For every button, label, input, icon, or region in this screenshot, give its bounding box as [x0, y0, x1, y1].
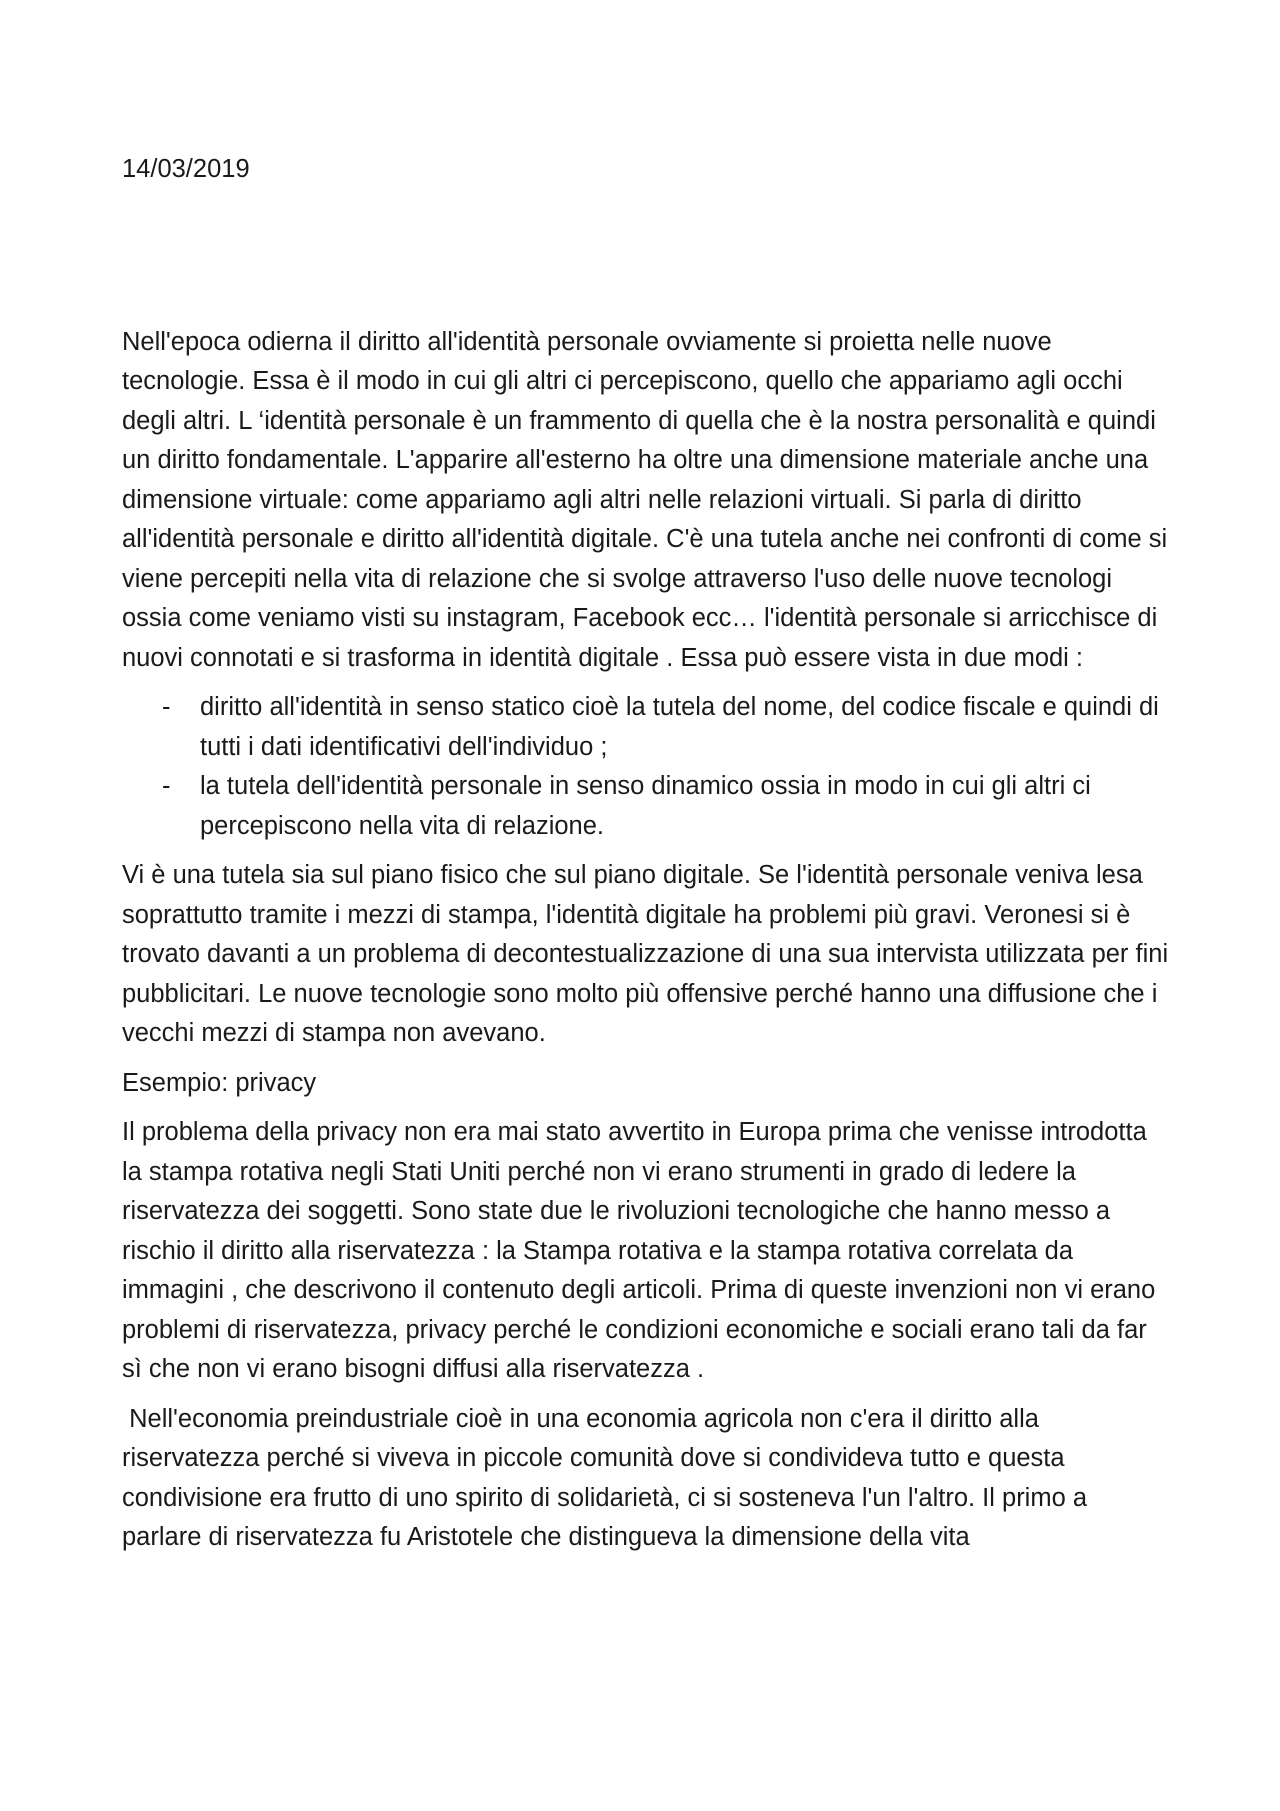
list-item — [122, 688, 1172, 767]
paragraph-privacy-history: Il problema della privacy non era mai stato avvertito in Europa prima che venisse introdotta la stampa rotativa negli Stati Uniti perché non vi erano strumenti in grado di ledere la riservatezza dei soggetti. Sono state due le rivoluzioni tecnologiche che hanno messo a rischio il diritto alla riservatezza : la Stampa rotativa e la stampa rotativa correlata da immagini , che descrivono il contenuto degli articoli. Prima di queste invenzioni non vi erano problemi di riservatezza, privacy perché le condizioni economiche e sociali erano tali da far sì che non vi erano bisogni diffusi alla riservatezza . — [122, 1118, 1156, 1383]
list-item — [122, 767, 1172, 846]
identity-modes-list — [122, 688, 1172, 846]
example-heading: Esempio: privacy — [122, 1068, 317, 1097]
paragraph-preindustrial-economy: Nell'economia preindustriale cioè in una economia agricola non c'era il diritto alla riservatezza perché si viveva in piccole comunità dove si condivideva tutto e questa condivisione era frutto di uno spirito di solidarietà, ci si sosteneva l'un l'altro. Il primo a parlare di riservatezza fu Aristotele che distingueva la dimensione della vita — [122, 1404, 1095, 1551]
list-item-text: diritto all'identità in senso statico cioè la tutela del nome, del codice fiscale e quindi di tutti i dati identificativi dell'individuo ; — [200, 693, 1159, 761]
bullet-dash: - — [162, 772, 171, 800]
list-item-text: la tutela dell'identità personale in senso dinamico ossia in modo in cui gli altri ci percepiscono nella vita di relazione. — [200, 772, 1091, 840]
document-date: 14/03/2019 — [122, 155, 250, 183]
paragraph-identity-intro: Nell'epoca odierna il diritto all'identità personale ovviamente si proietta nelle nuove tecnologie. Essa è il modo in cui gli altri ci percepiscono, quello che appariamo agli occhi degli altri. L ‘identità personale è un frammento di quella che è la nostra personalità e quindi un diritto fondamentale. L'apparire all'esterno ha oltre una dimensione materiale anche una dimensione virtuale: come appariamo agli altri nelle relazioni virtuali. Si parla di diritto all'identità personale e diritto all'identità digitale. C'è una tutela anche nei confronti di come si viene percepiti nella vita di relazione che si svolge attraverso l'uso delle nuove tecnologi ossia come veniamo visti su instagram, Facebook ecc… l'identità personale si arricchisce di nuovi connotati e si trasforma in identità digitale . Essa può essere vista in due modi : — [122, 327, 1168, 672]
paragraph-digital-protection: Vi è una tutela sia sul piano fisico che sul piano digitale. Se l'identità personale veniva lesa soprattutto tramite i mezzi di stampa, l'identità digitale ha problemi più gravi. Veronesi si è trovato davanti a un problema di decontestualizzazione di una sua intervista utilizzata per fini pubblicitari. Le nuove tecnologie sono molto più offensive perché hanno una diffusione che i vecchi mezzi di stampa non avevano. — [122, 861, 1169, 1047]
document-body — [122, 150, 1172, 1558]
bullet-dash: - — [162, 693, 171, 721]
